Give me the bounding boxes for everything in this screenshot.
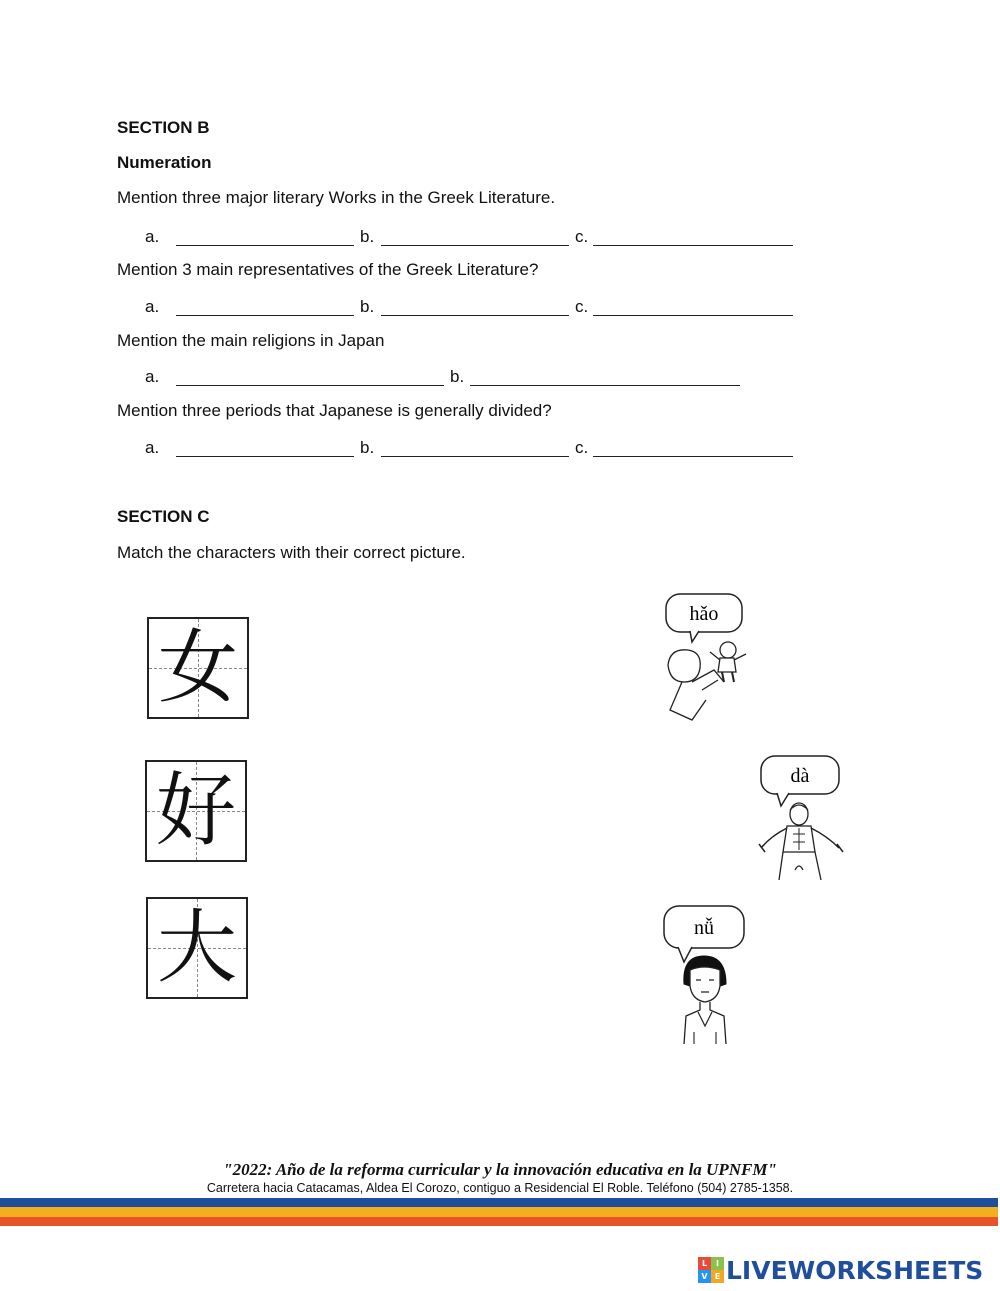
answer-blank-b[interactable] [381,245,569,246]
liveworksheets-brand[interactable] [698,1254,983,1286]
character-glyph: 大 [157,901,237,994]
answer-label-a: a. [145,297,160,316]
character-card-nu[interactable] [147,617,249,719]
answer-blank-b[interactable] [470,385,740,386]
answer-blank-c[interactable] [593,456,793,457]
answer-blank-a[interactable] [176,245,354,246]
pinyin-hao: hǎo [689,603,719,625]
answer-blank-b[interactable] [381,315,569,316]
footer-address: Carretera hacia Catacamas, Aldea El Corozo, contiguo a Residencial El Roble. Teléfono (504) 2785-1358. [206,1181,794,1195]
section-c-heading: SECTION C [117,507,210,526]
answer-blank-a[interactable] [176,385,444,386]
character-glyph: 女 [158,621,238,714]
section-b-heading: SECTION B [117,118,210,137]
brand-name: LIVEWORKSHEETS [726,1255,984,1285]
footer-stripe-blue [0,1198,998,1207]
character-card-da[interactable] [146,897,248,999]
pinyin-nu: nǚ [694,917,714,939]
liveworksheets-logo-icon: L I V E [698,1257,724,1283]
character-glyph: 好 [156,764,236,857]
question-1-text: Mention three major literary Works in the Greek Literature. [117,188,556,207]
question-3-text: Mention the main religions in Japan [117,331,385,350]
question-3-answers [145,367,805,389]
question-2-text: Mention 3 main representatives of the Greek Literature? [117,260,539,279]
answer-label-b: b. [360,297,375,316]
woman-icon[interactable] [660,902,750,1047]
answer-blank-a[interactable] [176,315,354,316]
answer-label-b: b. [360,227,375,246]
answer-blank-a[interactable] [176,456,354,457]
answer-blank-c[interactable] [593,315,793,316]
numeration-heading: Numeration [117,153,212,172]
answer-blank-c[interactable] [593,245,793,246]
mother-lifting-child-icon[interactable] [662,590,752,725]
answer-label-c: c. [575,227,589,246]
footer-stripe-yellow [0,1207,998,1217]
question-1-answers [145,227,805,249]
question-4-text: Mention three periods that Japanese is generally divided? [117,401,552,420]
answer-label-b: b. [450,367,465,386]
answer-label-a: a. [145,227,160,246]
character-card-hao[interactable] [145,760,247,862]
question-2-answers [145,297,805,319]
answer-label-c: c. [575,297,589,316]
pinyin-da: dà [790,765,810,787]
footer-quote: "2022: Año de la reforma curricular y la innovación educativa en la UPNFM" [223,1160,777,1179]
answer-label-c: c. [575,438,589,457]
section-c-instruction: Match the characters with their correct picture. [117,543,466,562]
footer-stripe-orange [0,1217,998,1226]
answer-label-a: a. [145,367,160,386]
question-4-answers [145,438,805,460]
answer-label-a: a. [145,438,160,457]
answer-blank-b[interactable] [381,456,569,457]
strong-man-icon[interactable] [757,752,847,882]
answer-label-b: b. [360,438,375,457]
